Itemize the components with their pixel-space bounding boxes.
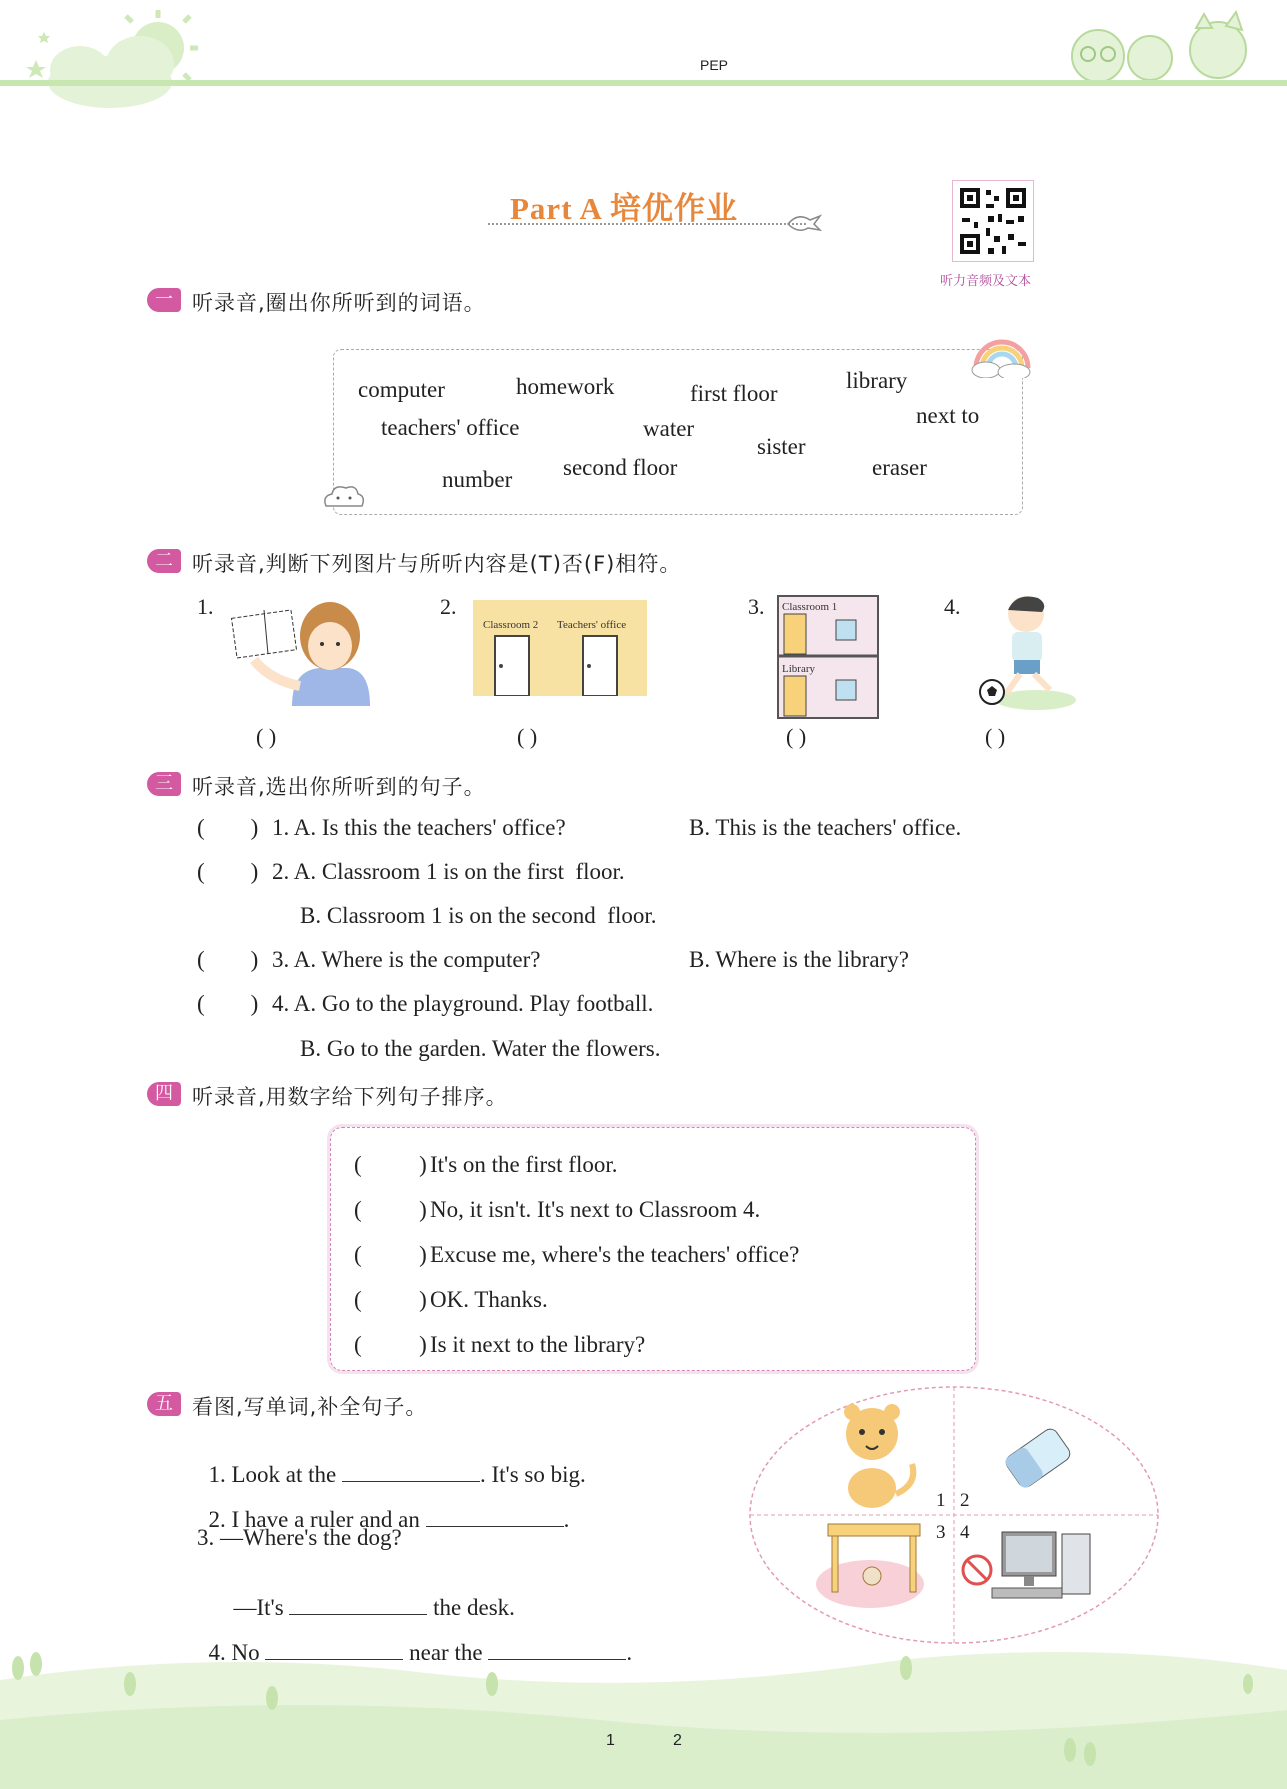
picture-number: 1. xyxy=(197,594,214,619)
answer-paren[interactable]: ( ) xyxy=(197,991,259,1016)
choice-text: 3. A. Where is the computer? xyxy=(272,947,541,972)
section-heading: 看图,写单词,补全句子。 xyxy=(192,1395,428,1419)
section-heading: 听录音,选出你所听到的句子。 xyxy=(192,775,486,799)
building-label: Library xyxy=(782,663,815,675)
answer-paren[interactable]: ( ) xyxy=(197,815,259,840)
cloud-icon xyxy=(48,36,174,108)
section-heading: 听录音,判断下列图片与所听内容是(T)否(F)相符。 xyxy=(192,552,682,576)
section-badge: 五 xyxy=(147,1392,181,1416)
eraser-icon xyxy=(1003,1426,1073,1490)
section-badge: 一 xyxy=(147,288,181,312)
fill-text: 3. —Where's the dog? xyxy=(197,1525,402,1550)
answer-paren[interactable]: ( ) xyxy=(517,724,538,749)
door-label: Teachers' office xyxy=(557,619,627,631)
bird-icon xyxy=(786,210,822,234)
section-heading: 听录音,圈出你所听到的词语。 xyxy=(192,291,486,315)
quadrant-label: 2 xyxy=(960,1490,970,1511)
building-label: Classroom 1 xyxy=(782,601,838,613)
star-icon xyxy=(26,32,50,78)
word-item[interactable]: library xyxy=(846,368,908,393)
quadrant-label: 1 xyxy=(936,1490,946,1511)
answer-paren[interactable]: ( ) xyxy=(354,1242,427,1267)
answer-paren[interactable]: ( ) xyxy=(354,1332,427,1357)
answer-paren[interactable]: ( ) xyxy=(354,1197,427,1222)
choice-text: 1. A. Is this the teachers' office? xyxy=(272,815,566,840)
page-number: 1 xyxy=(606,1732,615,1749)
word-item[interactable]: next to xyxy=(916,403,980,428)
qr-code-icon[interactable] xyxy=(952,180,1034,262)
boy-football-image xyxy=(976,590,1076,714)
ordering-sentence: No, it isn't. It's next to Classroom 4. xyxy=(430,1197,761,1222)
word-item[interactable]: first floor xyxy=(690,381,778,406)
computer-icon xyxy=(992,1532,1090,1598)
fill-text: . It's so big. xyxy=(480,1462,586,1487)
title-underline xyxy=(488,223,806,225)
page-number: 2 xyxy=(673,1732,682,1749)
blank-field[interactable] xyxy=(426,1525,564,1527)
ordering-sentence: It's on the first floor. xyxy=(430,1152,618,1177)
tiger-icon xyxy=(844,1404,913,1508)
ordering-sentence: OK. Thanks. xyxy=(430,1287,548,1312)
section-badge: 三 xyxy=(147,772,181,796)
choice-text: 4. A. Go to the playground. Play football. xyxy=(272,991,654,1016)
word-item[interactable]: homework xyxy=(516,374,615,399)
word-item[interactable]: sister xyxy=(757,434,806,459)
fill-text: —It's xyxy=(233,1595,284,1620)
quadrant-label: 3 xyxy=(936,1522,946,1543)
qr-caption: 听力音频及文本 xyxy=(940,274,1032,289)
fill-text: 4. No xyxy=(208,1640,260,1665)
rainbow-cloud-icon xyxy=(968,332,1034,378)
picture-number: 2. xyxy=(440,594,457,619)
door-label: Classroom 2 xyxy=(483,619,539,631)
word-item[interactable]: eraser xyxy=(872,455,927,480)
choice-text: B. This is the teachers' office. xyxy=(689,815,962,840)
picture-number: 3. xyxy=(748,594,765,619)
quadrant-picture xyxy=(748,1384,1160,1646)
header-line xyxy=(0,80,1287,86)
answer-paren[interactable]: ( ) xyxy=(256,724,277,749)
word-item[interactable]: second floor xyxy=(563,455,678,480)
word-item[interactable]: teachers' office xyxy=(381,415,520,440)
choice-text: B. Where is the library? xyxy=(689,947,909,972)
ordering-sentence: Excuse me, where's the teachers' office? xyxy=(430,1242,800,1267)
fill-text: 2. I have a ruler and an xyxy=(208,1507,420,1532)
fill-text: . xyxy=(563,1507,570,1532)
desk-icon xyxy=(816,1524,924,1608)
fill-text: . xyxy=(626,1640,633,1665)
answer-paren[interactable]: ( ) xyxy=(197,947,259,972)
choice-text: B. Classroom 1 is on the second floor. xyxy=(300,903,657,928)
answer-paren[interactable]: ( ) xyxy=(197,859,259,884)
ordering-sentence: Is it next to the library? xyxy=(430,1332,646,1357)
word-item[interactable]: water xyxy=(643,416,695,441)
answer-paren[interactable]: ( ) xyxy=(985,724,1006,749)
fill-text: the desk. xyxy=(433,1595,515,1620)
section-badge: 二 xyxy=(147,549,181,573)
fill-text: 1. Look at the xyxy=(208,1462,337,1487)
two-doors-image xyxy=(473,600,647,696)
header-label: PEP xyxy=(700,57,729,73)
choice-text: 2. A. Classroom 1 is on the first floor. xyxy=(272,859,625,884)
answer-paren[interactable]: ( ) xyxy=(354,1152,427,1177)
word-item[interactable]: computer xyxy=(358,377,445,402)
animals-decoration xyxy=(1072,12,1246,82)
no-sign-icon xyxy=(963,1556,991,1584)
word-item[interactable]: number xyxy=(442,467,513,492)
building-image xyxy=(776,594,880,720)
choice-text: B. Go to the garden. Water the flowers. xyxy=(300,1036,661,1061)
answer-paren[interactable]: ( ) xyxy=(354,1287,427,1312)
picture-number: 4. xyxy=(944,594,961,619)
quadrant-label: 4 xyxy=(960,1522,970,1543)
girl-reading-image xyxy=(230,590,370,706)
section-badge: 四 xyxy=(147,1082,181,1106)
cloud-icon xyxy=(320,482,368,512)
footer-hills xyxy=(0,1640,1287,1789)
fill-text: near the xyxy=(409,1640,483,1665)
page-title: Part A 培优作业 xyxy=(510,191,738,226)
header-decoration xyxy=(0,0,1287,120)
section-heading: 听录音,用数字给下列句子排序。 xyxy=(192,1085,508,1109)
answer-paren[interactable]: ( ) xyxy=(786,724,807,749)
